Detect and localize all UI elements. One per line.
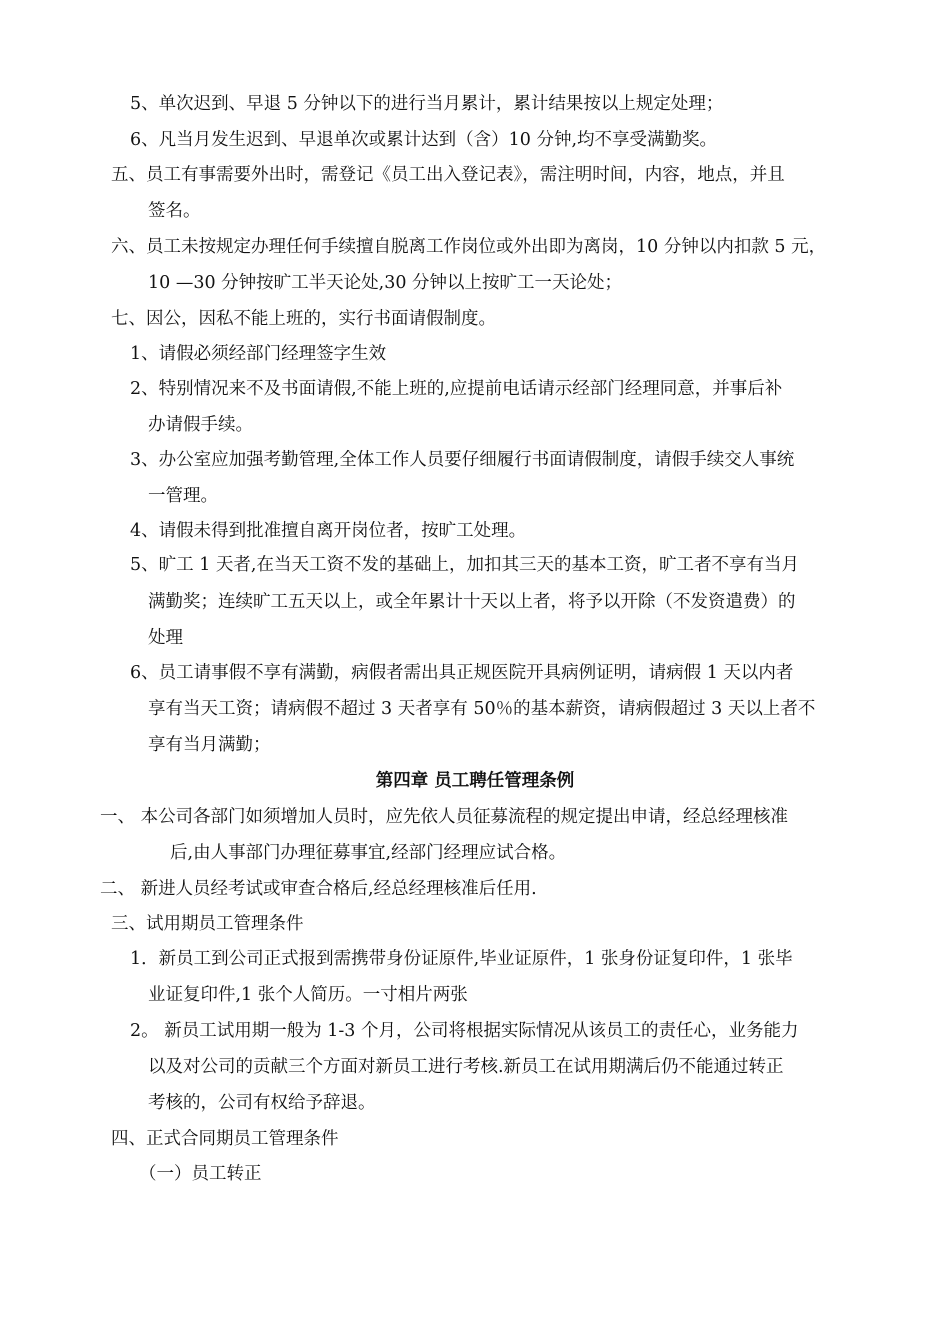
section-7-leave-system: 七、因公，因私不能上班的，实行书面请假制度。 bbox=[111, 309, 496, 329]
section-5-going-out: 五、员工有事需要外出时，需登记《员工出入登记表》，需注明时间，内容，地点，并且 bbox=[111, 165, 785, 185]
leave-rule-6-continued: 享有当天工资；请病假不超过 3 天者享有 50％的基本薪资，请病假超过 3 天以上者不 bbox=[148, 699, 816, 719]
leave-rule-6-end: 享有当月满勤； bbox=[148, 735, 271, 755]
leave-rule-5-continued: 满勤奖；连续旷工五天以上，或全年累计十天以上者，将予以开除（不发资遣费）的 bbox=[148, 592, 796, 612]
recruit-item-1-continued: 后,由人事部门办理征募事宜,经部门经理应试合格。 bbox=[170, 843, 567, 863]
probation-item-2: 2。 新员工试用期一般为 1-3 个月，公司将根据实际情况从该员工的责任心，业务能力 bbox=[130, 1021, 799, 1041]
probation-item-2-end: 考核的，公司有权给予辞退。 bbox=[148, 1093, 376, 1113]
formal-contract-heading: 四、正式合同期员工管理条件 bbox=[111, 1129, 339, 1149]
probation-item-1-continued: 业证复印件,1 张个人简历。一寸相片两张 bbox=[148, 985, 468, 1005]
section-5-continued: 签名。 bbox=[148, 201, 201, 221]
section-6-continued: 10 —30 分钟按旷工半天论处,30 分钟以上按旷工一天论处； bbox=[148, 273, 623, 293]
leave-rule-6: 6、员工请事假不享有满勤，病假者需出具正规医院开具病例证明，请病假 1 天以内者 bbox=[130, 663, 794, 683]
chapter-4-heading: 第四章 员工聘任管理条例 bbox=[375, 771, 575, 791]
leave-rule-5-end: 处理 bbox=[148, 628, 183, 648]
leave-rule-5: 5、旷工 1 天者,在当天工资不发的基础上，加扣其三天的基本工资，旷工者不享有当月 bbox=[130, 555, 799, 575]
probation-item-2-continued: 以及对公司的贡献三个方面对新员工进行考核.新员工在试用期满后仍不能通过转正 bbox=[148, 1057, 784, 1077]
leave-rule-2: 2、特别情况来不及书面请假,不能上班的,应提前电话请示经部门经理同意，并事后补 bbox=[130, 379, 783, 399]
leave-rule-3-continued: 一管理。 bbox=[148, 486, 218, 506]
section-6-leaving-post: 六、员工未按规定办理任何手续擅自脱离工作岗位或外出即为离岗，10 分钟以内扣款 5 元， bbox=[111, 237, 827, 257]
leave-rule-2-continued: 办请假手续。 bbox=[148, 415, 253, 435]
recruit-item-2: 二、 新进人员经考试或审查合格后,经总经理核准后任用. bbox=[100, 879, 537, 899]
recruit-item-1: 一、 本公司各部门如须增加人员时，应先依人员征募流程的规定提出申请，经总经理核准 bbox=[100, 807, 789, 827]
probation-item-1: 1．新员工到公司正式报到需携带身份证原件,毕业证原件，1 张身份证复印件，1 张毕 bbox=[130, 949, 793, 969]
leave-rule-4: 4、请假未得到批准擅自离开岗位者，按旷工处理。 bbox=[130, 521, 527, 541]
rule-5-late-early: 5、单次迟到、早退 5 分钟以下的进行当月累计，累计结果按以上规定处理； bbox=[130, 94, 724, 114]
leave-rule-3: 3、办公室应加强考勤管理,全体工作人员要仔细履行书面请假制度，请假手续交人事统 bbox=[130, 450, 795, 470]
staff-confirmation-subheading: （一）员工转正 bbox=[139, 1164, 262, 1184]
rule-6-full-attendance: 6、凡当月发生迟到、早退单次或累计达到（含）10 分钟,均不享受满勤奖。 bbox=[130, 130, 718, 150]
probation-heading: 三、试用期员工管理条件 bbox=[111, 914, 304, 934]
leave-rule-1: 1、请假必须经部门经理签字生效 bbox=[130, 344, 387, 364]
